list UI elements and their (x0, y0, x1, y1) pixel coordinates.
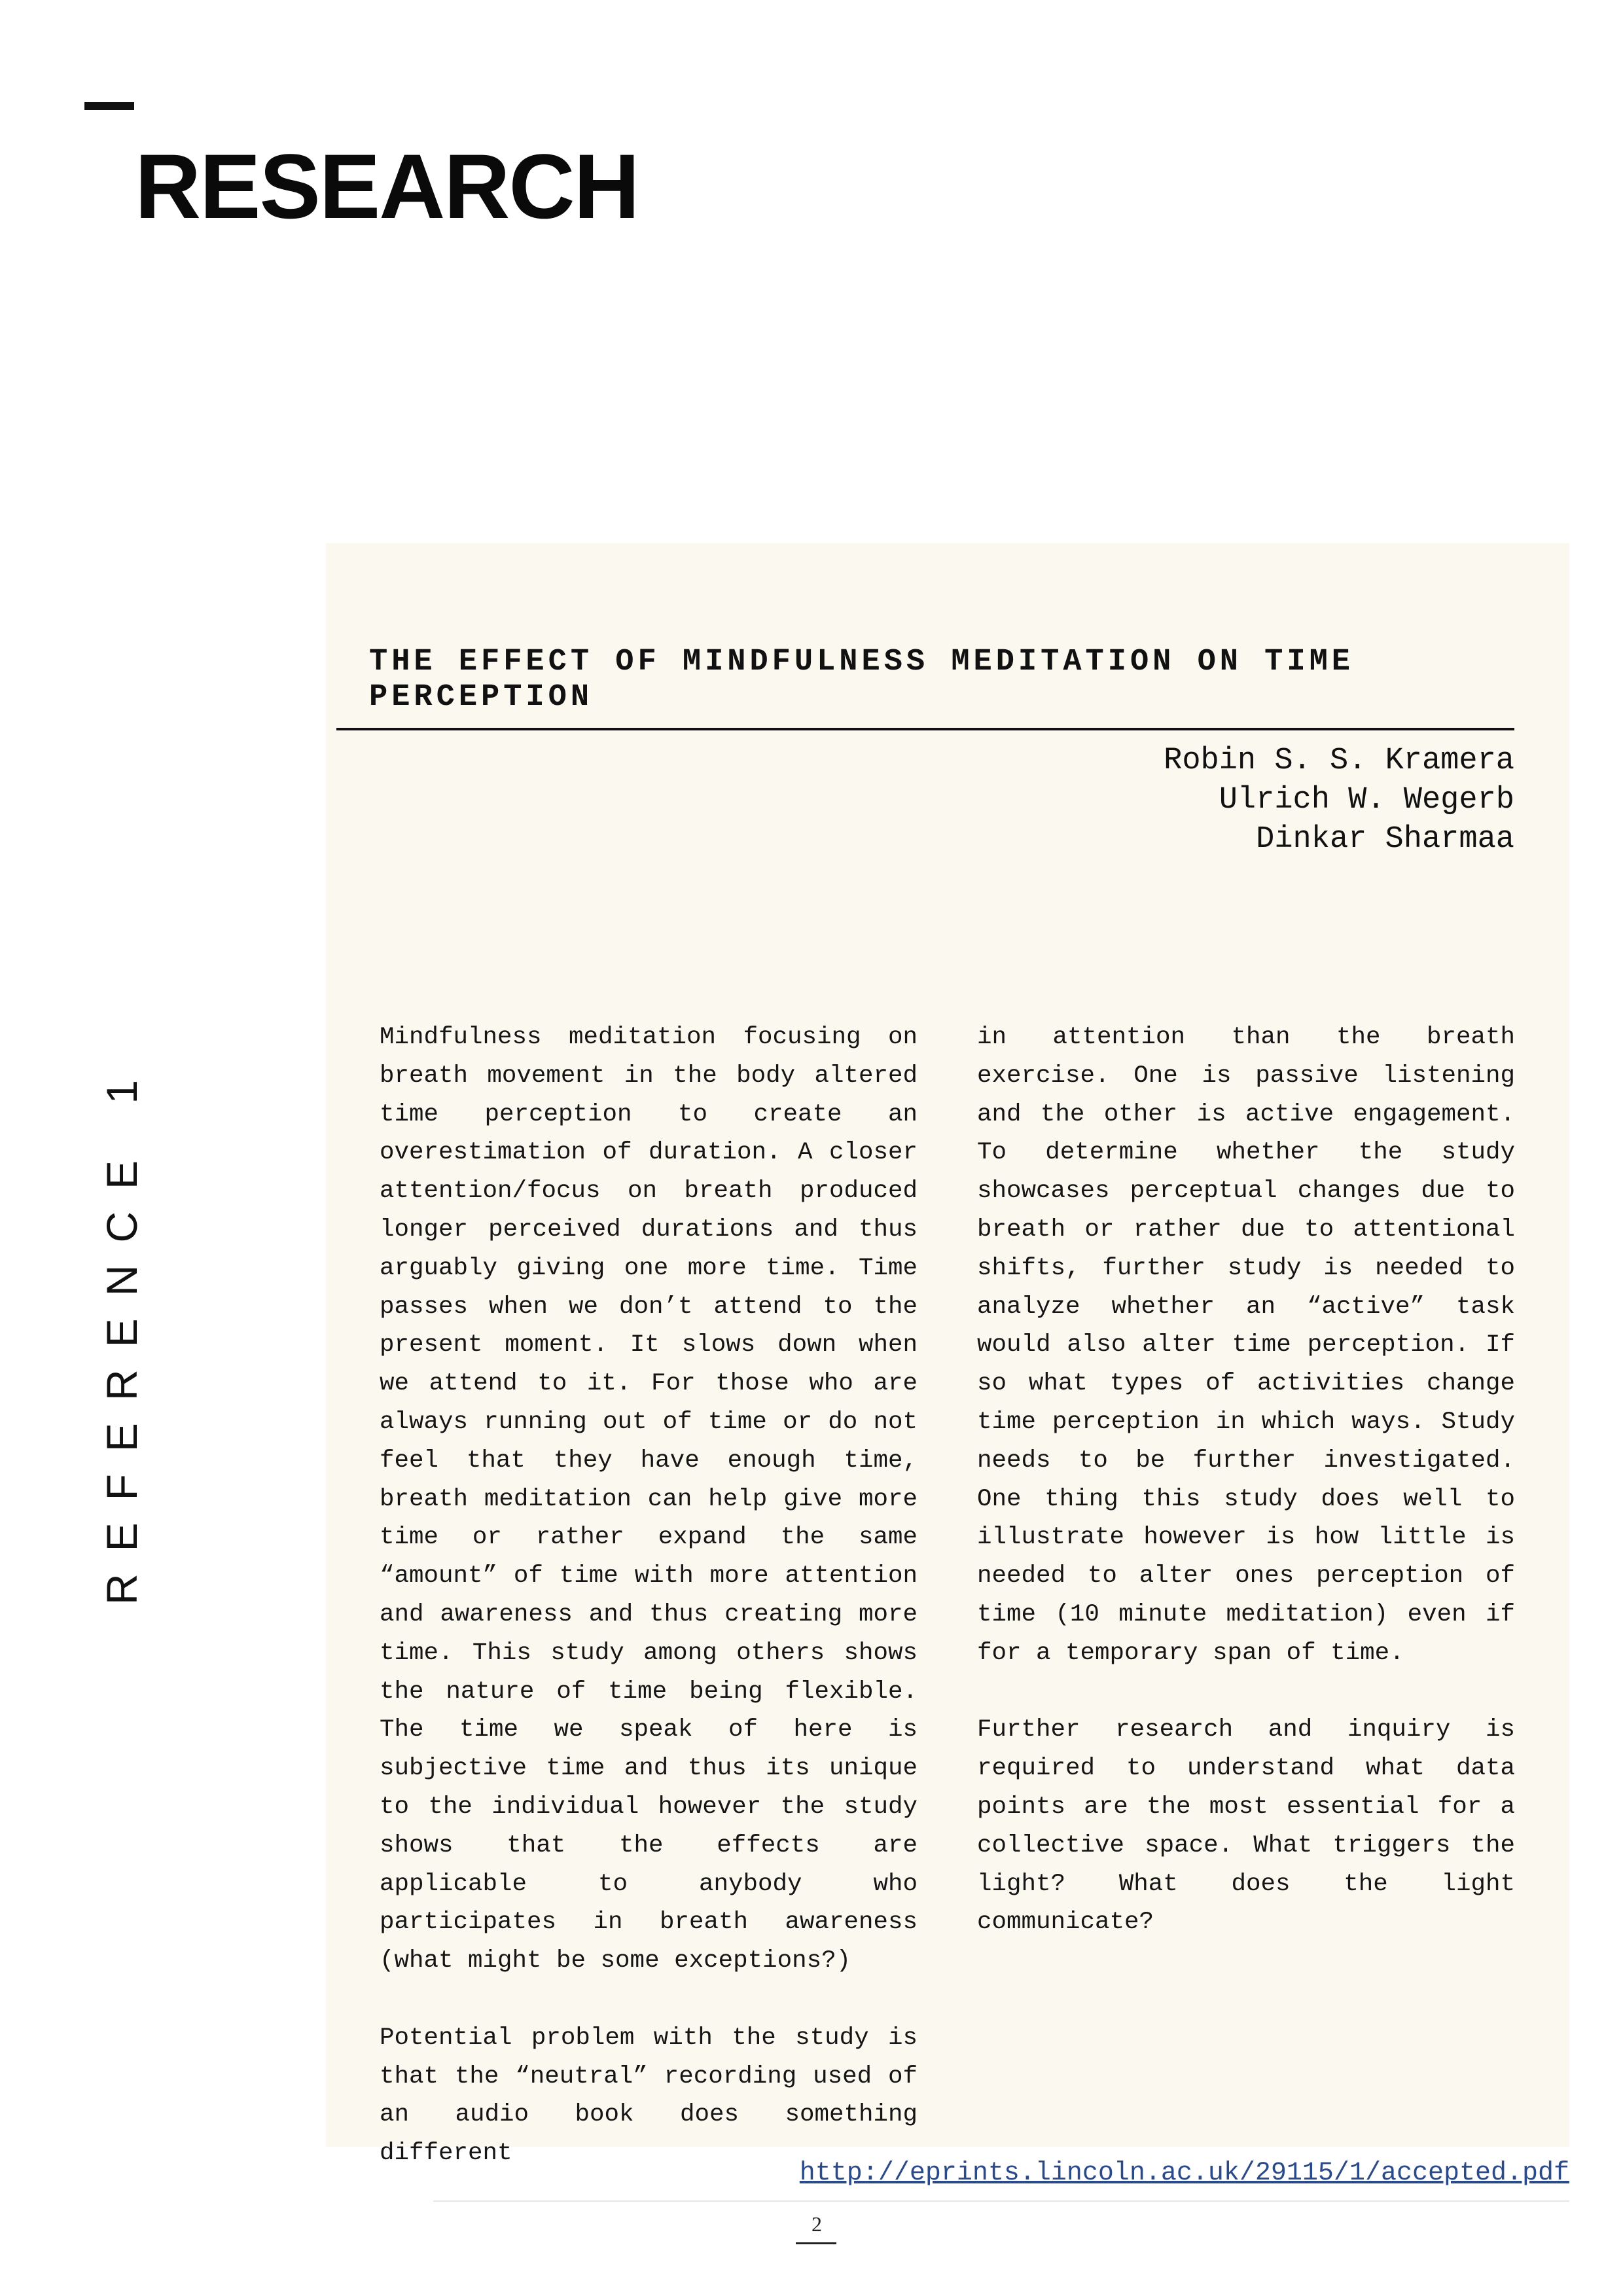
footer-divider (433, 2200, 1569, 2202)
page-number: 2 (812, 2212, 822, 2236)
side-reference-label: REFERENCE 1 (98, 1057, 146, 1605)
body-paragraph: Potential problem with the study is that the “neutral” recording used of an audio book does something different (380, 2024, 918, 2168)
body-paragraph: Mindfulness meditation focusing on breath movement in the body altered time perception to create an overestimation of duration. A closer attention/focus on breath produced longer perceived durations and thus arguably giving one more time. Time passes when we don’t attend to the present moment. It slows down when we attend to it. For those who are always running out of time or do not feel that they have enough time, breath meditation can help give more time or rather expand the same “amount” of time with more attention and awareness and thus creating more time. This study among others shows the nature of time being flexible. The time we speak of here is subjective time and thus its unique to the individual however the study shows that the effects are applicable to anybody who participates in breath awareness (what might be some exceptions?) (380, 1024, 918, 1975)
body-column-left (380, 1018, 918, 2173)
body-paragraph: in attention than the breath exercise. One is passive listening and the other is active engagement. To determine whether the study showcases perceptual changes due to breath or rather due to attentional shifts, further study is needed to analyze whether an “active” task would also alter time perception. If so what types of activities change time perception in which ways. Study needs to be further investigated. One thing this study does well to illustrate however is how little is needed to alter ones perception of time (10 minute meditation) even if for a temporary span of time. (977, 1024, 1515, 1667)
author-name: Ulrich W. Wegerb (1219, 783, 1514, 817)
author-name: Dinkar Sharmaa (1256, 822, 1514, 857)
body-paragraph: Further research and inquiry is required to understand what data points are the most essential for a collective space. What triggers the light? What does the light communicate? (977, 1716, 1515, 1937)
heading-dash (84, 102, 134, 110)
body-column-right (977, 1018, 1515, 1942)
section-title: RESEARCH (135, 135, 639, 238)
source-link[interactable]: http://eprints.lincoln.ac.uk/29115/1/accepted.pdf (799, 2159, 1569, 2188)
page-number-underline (796, 2242, 836, 2244)
title-divider (336, 728, 1514, 730)
paper-title: THE EFFECT OF MINDFULNESS MEDITATION ON TIME PERCEPTION (369, 645, 1355, 715)
author-list (1164, 742, 1514, 859)
author-name: Robin S. S. Kramera (1164, 744, 1514, 778)
